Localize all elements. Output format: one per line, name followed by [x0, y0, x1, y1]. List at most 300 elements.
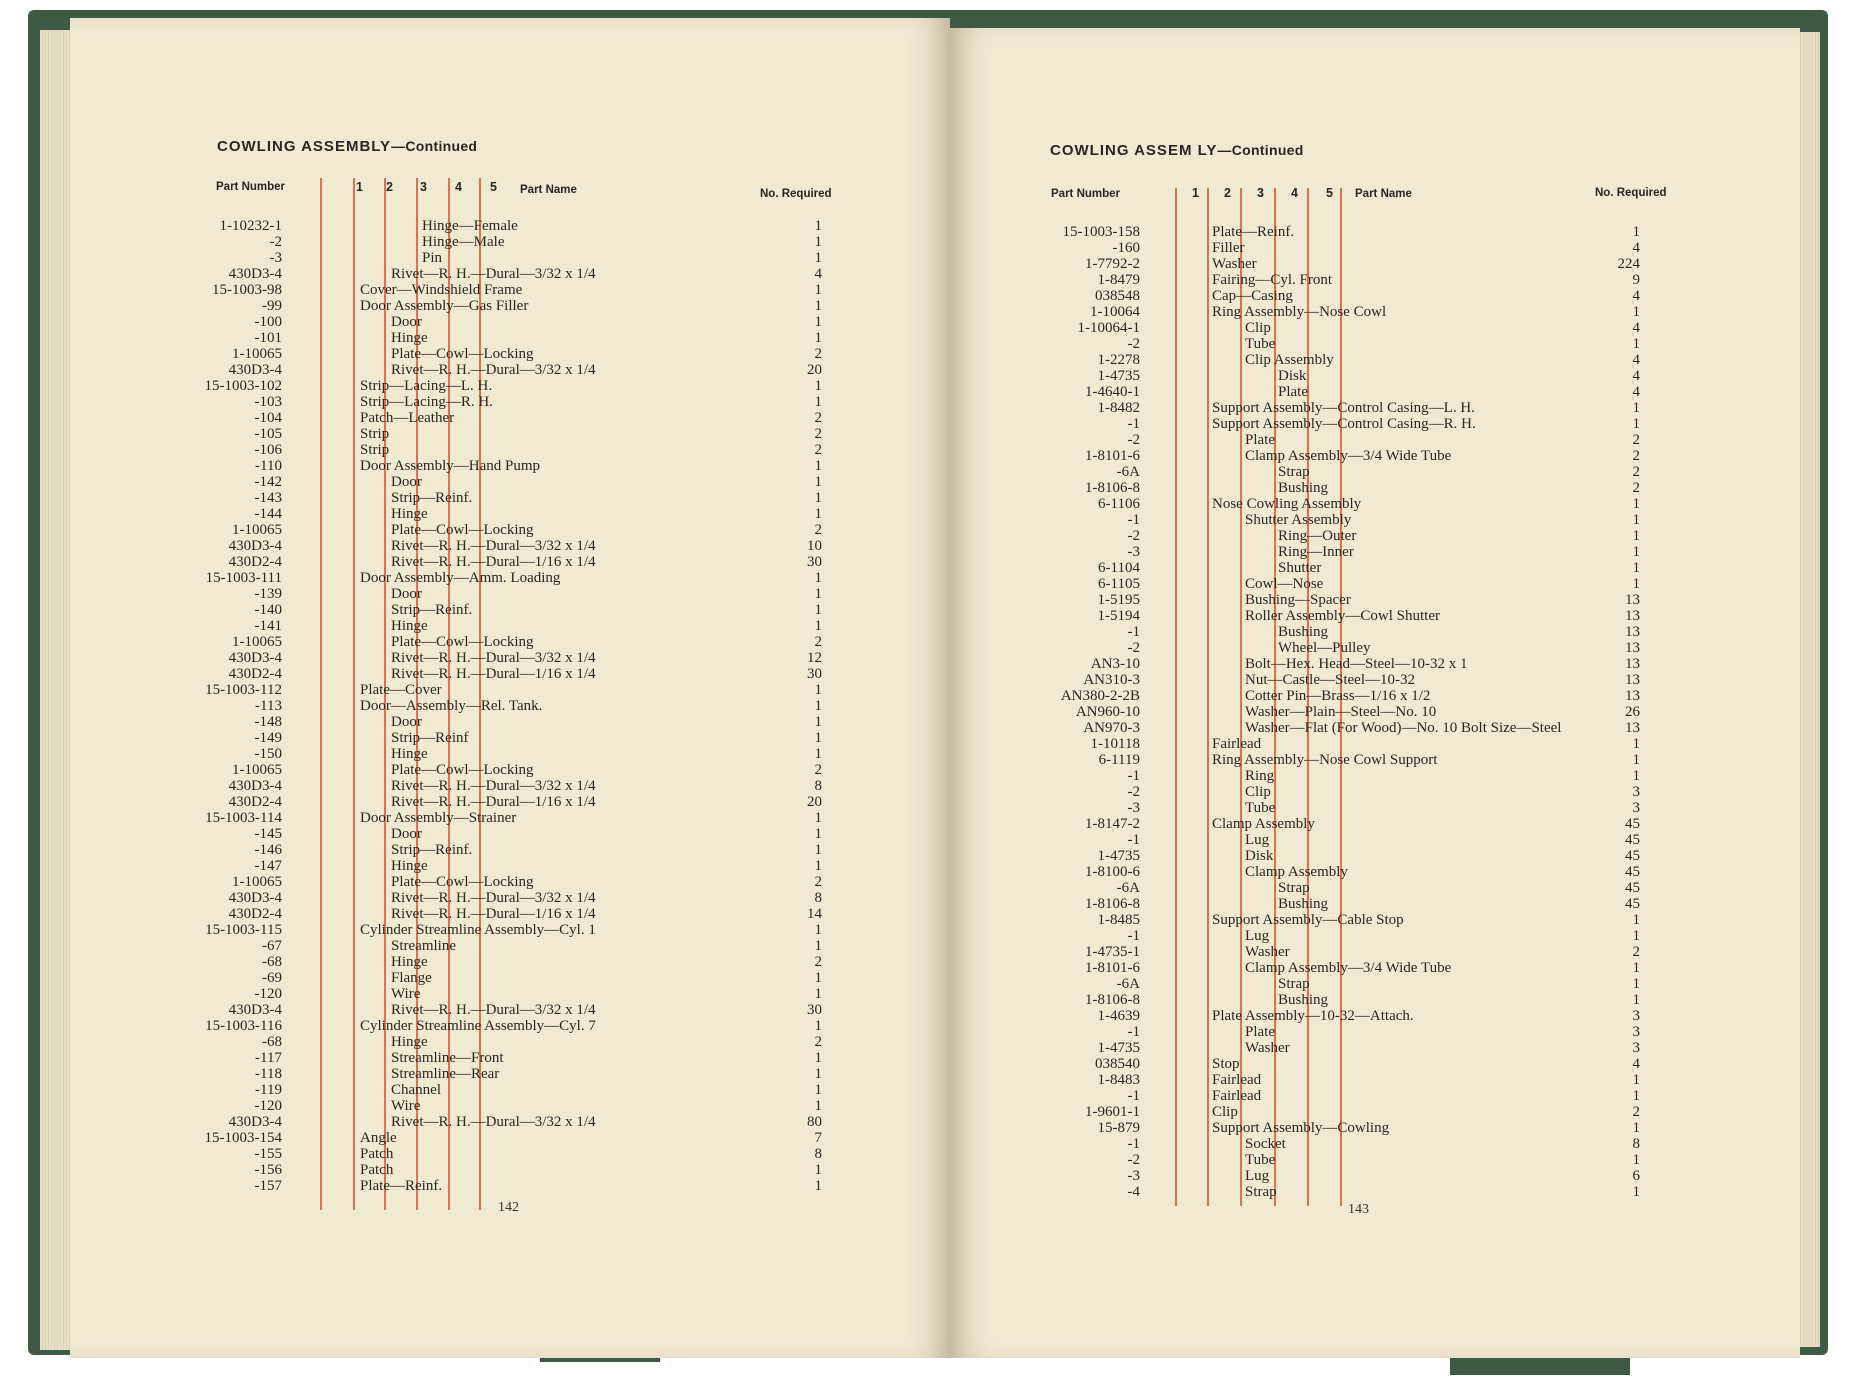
part-number: 15-1003-116 — [205, 1018, 282, 1034]
part-number: 430D2-4 — [228, 906, 282, 922]
part-number: 430D2-4 — [228, 794, 282, 810]
part-name: Clip — [1245, 784, 1271, 800]
table-row — [950, 288, 1800, 304]
quantity: 3 — [1632, 1040, 1640, 1056]
table-row — [950, 928, 1800, 944]
col-level-1: 1 — [356, 180, 363, 194]
part-name: Cylinder Streamline Assembly—Cyl. 7 — [360, 1018, 596, 1034]
quantity: 1 — [814, 826, 822, 842]
quantity: 1 — [814, 810, 822, 826]
quantity: 4 — [1632, 384, 1640, 400]
part-name: Strip—Reinf. — [391, 842, 473, 858]
part-name: Lug — [1245, 832, 1270, 848]
part-number: -149 — [254, 730, 282, 746]
table-row — [950, 1136, 1800, 1152]
table-row — [950, 464, 1800, 480]
table-row — [70, 602, 950, 618]
table-row — [70, 762, 950, 778]
part-number: 15-1003-154 — [204, 1130, 282, 1146]
part-number: -104 — [254, 410, 282, 426]
table-row — [950, 1104, 1800, 1120]
part-number: 1-4735-1 — [1085, 944, 1140, 960]
part-name: Rivet—R. H.—Dural—3/32 x 1/4 — [391, 266, 596, 282]
part-name: Door Assembly—Hand Pump — [360, 458, 540, 474]
table-row — [950, 1184, 1800, 1200]
table-row — [70, 874, 950, 890]
part-number: -150 — [254, 746, 282, 762]
part-name: Fairlead — [1212, 1072, 1262, 1088]
part-name: Shutter — [1278, 560, 1322, 576]
quantity: 8 — [814, 890, 822, 906]
part-number: -3 — [1127, 544, 1140, 560]
part-number: 1-5195 — [1097, 592, 1140, 608]
heading-title: COWLING ASSEM LY — [1050, 142, 1218, 159]
quantity: 3 — [1632, 1008, 1640, 1024]
part-name: Bushing — [1278, 624, 1329, 640]
part-name: Plate—Cowl—Locking — [391, 762, 534, 778]
table-row — [950, 624, 1800, 640]
part-number: -1 — [1127, 832, 1140, 848]
part-number: -69 — [262, 970, 282, 986]
part-name: Clamp Assembly—3/4 Wide Tube — [1245, 448, 1452, 464]
part-number: -3 — [1127, 1168, 1140, 1184]
quantity: 45 — [1625, 832, 1640, 848]
part-number: 1-10065 — [232, 522, 282, 538]
table-row — [950, 1152, 1800, 1168]
part-name: Cap—Casing — [1212, 288, 1293, 304]
table-row — [950, 416, 1800, 432]
part-name: Flange — [391, 970, 432, 986]
table-row — [70, 522, 950, 538]
part-number: -68 — [262, 1034, 282, 1050]
part-name: Nut—Castle—Steel—10-32 — [1245, 672, 1415, 688]
part-number: -4 — [1127, 1184, 1140, 1200]
part-number: -1 — [1127, 768, 1140, 784]
table-row — [950, 512, 1800, 528]
part-number: -3 — [1127, 800, 1140, 816]
table-row — [950, 896, 1800, 912]
quantity: 1 — [814, 298, 822, 314]
table-row — [950, 944, 1800, 960]
quantity: 4 — [1632, 1056, 1640, 1072]
col-no-required: No. Required — [1595, 187, 1667, 199]
part-number: -2 — [1127, 1152, 1140, 1168]
table-row — [70, 618, 950, 634]
part-name: Roller Assembly—Cowl Shutter — [1245, 608, 1440, 624]
quantity: 1 — [1632, 496, 1640, 512]
table-row — [950, 1072, 1800, 1088]
table-row — [70, 250, 950, 266]
quantity: 1 — [814, 330, 822, 346]
part-number: -3 — [269, 250, 282, 266]
table-row — [950, 688, 1800, 704]
quantity: 13 — [1625, 592, 1640, 608]
part-name: Streamline — [391, 938, 456, 954]
quantity: 1 — [814, 938, 822, 954]
part-number: -1 — [1127, 1088, 1140, 1104]
table-row — [70, 1034, 950, 1050]
part-number: -1 — [1127, 928, 1140, 944]
quantity: 13 — [1625, 688, 1640, 704]
part-number: 1-8101-6 — [1085, 448, 1140, 464]
part-number: 1-8483 — [1097, 1072, 1140, 1088]
quantity: 3 — [1632, 784, 1640, 800]
quantity: 8 — [814, 1146, 822, 1162]
table-row — [70, 570, 950, 586]
part-number: -2 — [1127, 432, 1140, 448]
quantity: 7 — [814, 1130, 822, 1146]
col-level-2: 2 — [386, 180, 393, 194]
part-number: -144 — [254, 506, 282, 522]
part-name: Rivet—R. H.—Dural—3/32 x 1/4 — [391, 778, 596, 794]
part-number: -117 — [255, 1050, 282, 1066]
part-name: Clamp Assembly — [1245, 864, 1348, 880]
part-name: Rivet—R. H.—Dural—1/16 x 1/4 — [391, 794, 596, 810]
quantity: 1 — [1632, 912, 1640, 928]
quantity: 2 — [814, 954, 822, 970]
quantity: 3 — [1632, 1024, 1640, 1040]
part-number: 15-1003-114 — [205, 810, 282, 826]
quantity: 1 — [1632, 576, 1640, 592]
quantity: 1 — [1632, 928, 1640, 944]
table-row — [70, 362, 950, 378]
quantity: 2 — [814, 874, 822, 890]
part-number: -68 — [262, 954, 282, 970]
part-number: 1-8106-8 — [1085, 992, 1140, 1008]
quantity: 2 — [814, 410, 822, 426]
table-row — [950, 816, 1800, 832]
quantity: 1 — [814, 1082, 822, 1098]
part-number: -1 — [1127, 1136, 1140, 1152]
part-number: -105 — [254, 426, 282, 442]
page-number: 142 — [498, 1200, 519, 1215]
part-name: Door — [391, 586, 422, 602]
part-number: -157 — [254, 1178, 282, 1194]
quantity: 1 — [1632, 336, 1640, 352]
quantity: 45 — [1625, 816, 1640, 832]
part-number: 6-1106 — [1098, 496, 1140, 512]
quantity: 1 — [814, 458, 822, 474]
table-row — [950, 752, 1800, 768]
quantity: 1 — [814, 986, 822, 1002]
table-row — [950, 256, 1800, 272]
quantity: 80 — [807, 1114, 822, 1130]
table-row — [950, 704, 1800, 720]
part-number: 1-8482 — [1097, 400, 1140, 416]
quantity: 1 — [1632, 752, 1640, 768]
quantity: 13 — [1625, 640, 1640, 656]
table-row — [950, 784, 1800, 800]
part-number: -156 — [254, 1162, 282, 1178]
part-number: 1-8106-8 — [1085, 480, 1140, 496]
part-name: Bushing — [1278, 480, 1329, 496]
part-name: Washer—Plain—Steel—No. 10 — [1245, 704, 1437, 720]
quantity: 20 — [807, 362, 822, 378]
table-row — [950, 1168, 1800, 1184]
part-number: -106 — [254, 442, 282, 458]
part-name: Rivet—R. H.—Dural—1/16 x 1/4 — [391, 906, 596, 922]
part-name: Streamline—Front — [391, 1050, 504, 1066]
table-row — [950, 480, 1800, 496]
part-name: Stop — [1212, 1056, 1240, 1072]
part-name: Strap — [1278, 976, 1310, 992]
part-name: Ring — [1245, 768, 1275, 784]
table-row — [950, 912, 1800, 928]
quantity: 2 — [1632, 1104, 1640, 1120]
part-name: Door Assembly—Gas Filler — [360, 298, 529, 314]
part-number: -6A — [1116, 880, 1140, 896]
quantity: 1 — [814, 618, 822, 634]
table-row — [950, 320, 1800, 336]
parts-list-143 — [950, 224, 1800, 1200]
part-name: Ring Assembly—Nose Cowl Support — [1212, 752, 1438, 768]
part-number: 430D2-4 — [228, 554, 282, 570]
part-number: 1-7792-2 — [1085, 256, 1140, 272]
table-row — [950, 560, 1800, 576]
table-row — [70, 426, 950, 442]
quantity: 1 — [814, 730, 822, 746]
part-number: -1 — [1127, 1024, 1140, 1040]
part-name: Wire — [391, 1098, 421, 1114]
quantity: 8 — [814, 778, 822, 794]
quantity: 1 — [1632, 992, 1640, 1008]
table-row — [950, 1120, 1800, 1136]
part-name: Clamp Assembly—3/4 Wide Tube — [1245, 960, 1452, 976]
quantity: 1 — [1632, 224, 1640, 240]
table-row — [70, 314, 950, 330]
part-name: Strip—Reinf — [391, 730, 469, 746]
page-edge-right — [1798, 32, 1820, 1347]
part-name: Hinge — [391, 1034, 428, 1050]
part-name: Plate — [1245, 1024, 1275, 1040]
part-name: Rivet—R. H.—Dural—3/32 x 1/4 — [391, 890, 596, 906]
quantity: 1 — [814, 218, 822, 234]
part-number: -143 — [254, 490, 282, 506]
quantity: 1 — [814, 1050, 822, 1066]
part-name: Support Assembly—Control Casing—L. H. — [1212, 400, 1475, 416]
part-name: Rivet—R. H.—Dural—3/32 x 1/4 — [391, 1002, 596, 1018]
part-name: Socket — [1245, 1136, 1286, 1152]
part-number: 1-9601-1 — [1085, 1104, 1140, 1120]
quantity: 14 — [807, 906, 822, 922]
quantity: 1 — [814, 570, 822, 586]
part-name: Ring—Inner — [1278, 544, 1354, 560]
table-row — [70, 730, 950, 746]
table-row — [70, 650, 950, 666]
table-row — [950, 768, 1800, 784]
part-number: -139 — [254, 586, 282, 602]
part-number: 1-4735 — [1097, 1040, 1140, 1056]
part-number: 6-1104 — [1098, 560, 1140, 576]
part-number: -142 — [254, 474, 282, 490]
part-name: Strap — [1278, 464, 1310, 480]
part-number: -147 — [254, 858, 282, 874]
part-number: -113 — [255, 698, 282, 714]
col-level-5: 5 — [490, 180, 497, 194]
quantity: 1 — [1632, 976, 1640, 992]
part-number: 15-1003-111 — [205, 570, 282, 586]
part-number: 15-1003-102 — [204, 378, 282, 394]
part-number: 1-4735 — [1097, 848, 1140, 864]
part-name: Washer — [1245, 944, 1290, 960]
table-row — [70, 458, 950, 474]
part-name: Strip—Lacing—R. H. — [360, 394, 493, 410]
part-number: -120 — [254, 1098, 282, 1114]
quantity: 13 — [1625, 656, 1640, 672]
part-name: Strip—Lacing—L. H. — [360, 378, 493, 394]
part-number: -6A — [1116, 464, 1140, 480]
table-row — [950, 384, 1800, 400]
table-row — [950, 848, 1800, 864]
table-row — [950, 608, 1800, 624]
quantity: 1 — [814, 1178, 822, 1194]
quantity: 1 — [1632, 736, 1640, 752]
table-row — [70, 698, 950, 714]
part-name: Channel — [391, 1082, 441, 1098]
part-name: Plate — [1278, 384, 1308, 400]
part-number: -6A — [1116, 976, 1140, 992]
part-name: Hinge—Male — [422, 234, 505, 250]
part-number: -99 — [262, 298, 282, 314]
part-number: -140 — [254, 602, 282, 618]
quantity: 1 — [814, 506, 822, 522]
quantity: 1 — [814, 1162, 822, 1178]
table-row — [70, 666, 950, 682]
quantity: 2 — [814, 522, 822, 538]
part-name: Cylinder Streamline Assembly—Cyl. 1 — [360, 922, 596, 938]
part-name: Plate—Cowl—Locking — [391, 634, 534, 650]
part-number: 1-10064 — [1090, 304, 1140, 320]
part-number: -2 — [1127, 336, 1140, 352]
table-row — [70, 938, 950, 954]
quantity: 1 — [1632, 512, 1640, 528]
part-number: -2 — [1127, 784, 1140, 800]
quantity: 1 — [814, 250, 822, 266]
heading-title: COWLING ASSEMBLY — [217, 138, 392, 155]
part-name: Hinge—Female — [422, 218, 518, 234]
table-row — [950, 640, 1800, 656]
table-row — [950, 1088, 1800, 1104]
part-number: 1-8101-6 — [1085, 960, 1140, 976]
table-row — [950, 976, 1800, 992]
part-number: 15-1003-112 — [205, 682, 282, 698]
table-row — [950, 832, 1800, 848]
table-row — [950, 592, 1800, 608]
part-name: Wheel—Pulley — [1278, 640, 1371, 656]
quantity: 2 — [1632, 432, 1640, 448]
quantity: 1 — [1632, 544, 1640, 560]
quantity: 1 — [1632, 560, 1640, 576]
table-row — [70, 714, 950, 730]
part-number: 038548 — [1095, 288, 1140, 304]
part-name: Rivet—R. H.—Dural—1/16 x 1/4 — [391, 554, 596, 570]
table-row — [70, 1178, 950, 1194]
part-number: AN3-10 — [1090, 656, 1140, 672]
quantity: 1 — [814, 602, 822, 618]
part-name: Strip—Reinf. — [391, 602, 473, 618]
quantity: 2 — [814, 634, 822, 650]
quantity: 224 — [1617, 256, 1640, 272]
part-name: Tube — [1245, 1152, 1276, 1168]
quantity: 2 — [814, 442, 822, 458]
part-name: Rivet—R. H.—Dural—3/32 x 1/4 — [391, 362, 596, 378]
quantity: 1 — [814, 234, 822, 250]
part-number: 1-4735 — [1097, 368, 1140, 384]
part-number: -110 — [255, 458, 282, 474]
quantity: 1 — [814, 1066, 822, 1082]
quantity: 1 — [814, 746, 822, 762]
part-name: Clip — [1212, 1104, 1238, 1120]
table-row — [70, 826, 950, 842]
part-number: AN310-3 — [1083, 672, 1140, 688]
part-number: 430D3-4 — [228, 538, 282, 554]
table-row — [950, 304, 1800, 320]
part-name: Washer — [1212, 256, 1257, 272]
table-row — [70, 1146, 950, 1162]
table-row — [70, 234, 950, 250]
part-name: Support Assembly—Control Casing—R. H. — [1212, 416, 1476, 432]
part-name: Washer—Flat (For Wood)—No. 10 Bolt Size—Steel — [1245, 720, 1562, 736]
part-name: Tube — [1245, 336, 1276, 352]
col-level-3: 3 — [1257, 186, 1264, 200]
part-number: AN960-10 — [1075, 704, 1140, 720]
quantity: 1 — [814, 858, 822, 874]
part-name: Door — [391, 714, 422, 730]
part-number: 1-4639 — [1097, 1008, 1140, 1024]
part-number: 1-10065 — [232, 634, 282, 650]
page-142 — [70, 18, 950, 1358]
table-row — [70, 266, 950, 282]
quantity: 1 — [814, 474, 822, 490]
table-row — [950, 800, 1800, 816]
part-name: Support Assembly—Cowling — [1212, 1120, 1390, 1136]
col-part-number: Part Number — [1051, 188, 1121, 200]
part-number: 430D3-4 — [228, 266, 282, 282]
table-row — [70, 378, 950, 394]
quantity: 4 — [1632, 240, 1640, 256]
quantity: 12 — [807, 650, 822, 666]
part-name: Strip — [360, 426, 390, 442]
part-number: -101 — [254, 330, 282, 346]
quantity: 2 — [814, 1034, 822, 1050]
table-row — [950, 544, 1800, 560]
part-name: Door — [391, 474, 422, 490]
quantity: 2 — [1632, 464, 1640, 480]
part-number: -2 — [1127, 528, 1140, 544]
table-row — [70, 922, 950, 938]
table-row — [70, 890, 950, 906]
part-number: 1-5194 — [1097, 608, 1140, 624]
table-row — [70, 506, 950, 522]
quantity: 1 — [1632, 960, 1640, 976]
table-row — [70, 1002, 950, 1018]
col-level-5: 5 — [1326, 186, 1333, 200]
quantity: 2 — [814, 346, 822, 362]
part-number: 1-10065 — [232, 346, 282, 362]
quantity: 1 — [1632, 1120, 1640, 1136]
table-row — [70, 842, 950, 858]
quantity: 1 — [1632, 416, 1640, 432]
quantity: 8 — [1632, 1136, 1640, 1152]
part-name: Angle — [360, 1130, 397, 1146]
heading-continued: —Continued — [391, 138, 478, 154]
part-name: Cowl—Nose — [1245, 576, 1324, 592]
table-row — [70, 794, 950, 810]
part-name: Strip—Reinf. — [391, 490, 473, 506]
part-name: Fairing—Cyl. Front — [1212, 272, 1333, 288]
table-row — [950, 368, 1800, 384]
col-level-4: 4 — [455, 180, 462, 194]
